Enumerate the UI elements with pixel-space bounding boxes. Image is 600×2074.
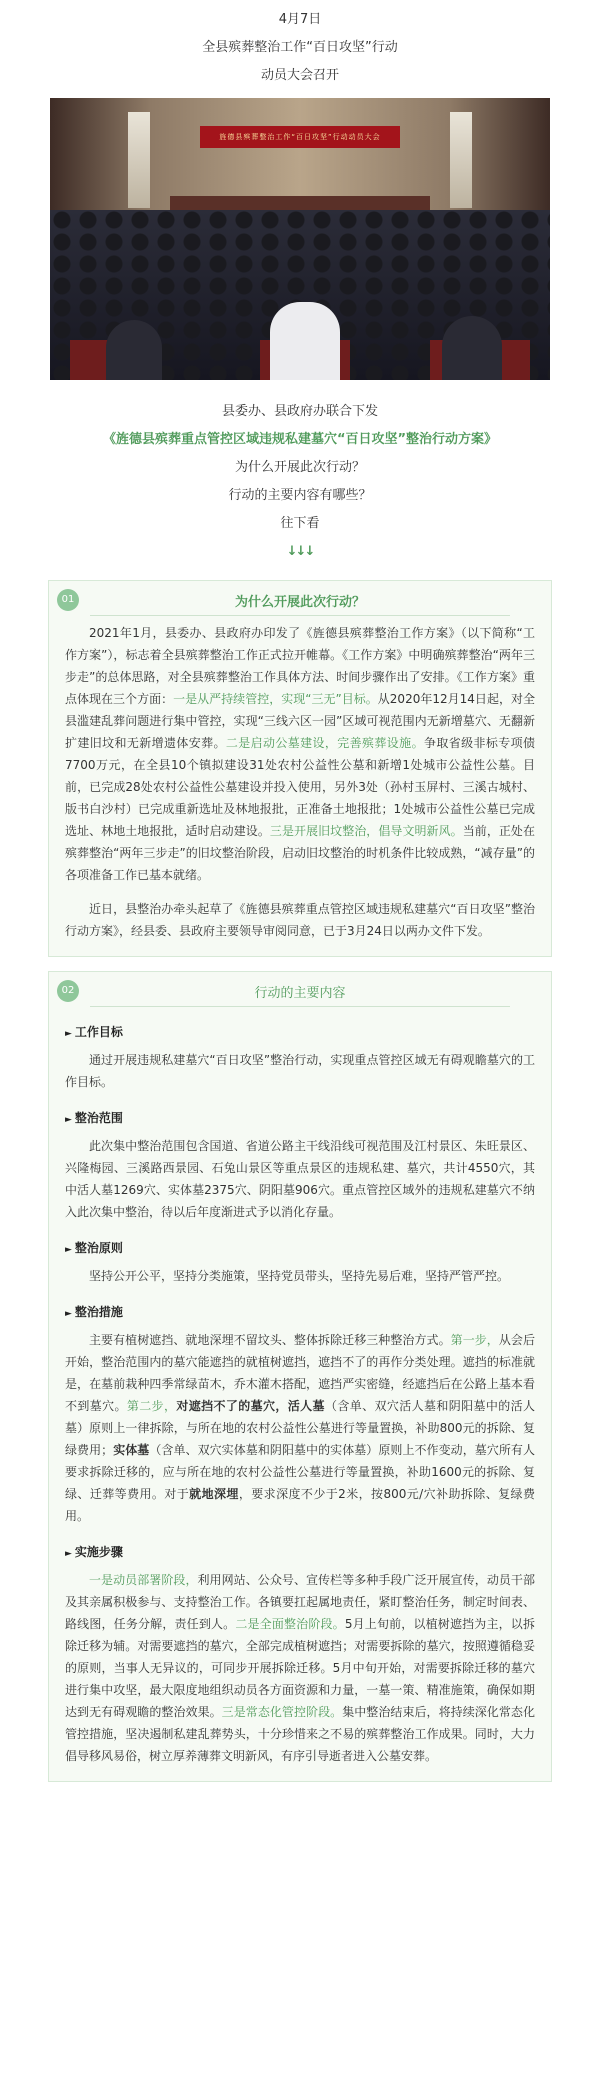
section-why [48,580,552,957]
highlight-span: 二是启动公墓建设，完善殡葬设施。 [225,736,424,750]
text-span: 5月上旬前，以植树遮挡为主，以拆除迁移为辅。对需要遮挡的墓穴，全部完成植树遮挡；对需要拆除的墓穴，按照遵循稳妥的原则，当事人无异议的，可同步开展拆除迁移。5月中旬开始，对需要拆除迁移的墓穴进行集中攻坚，最大限度地组织动员各方面资源和力量，一墓一策、精准施策，确保如期达到无有碍观瞻的整治效果。 [65,1617,535,1719]
highlight-span: 一是从严持续管控，实现“三无”目标。 [173,692,378,706]
intro-event: 全县殡葬整治工作“百日攻坚”行动 [202,40,398,55]
text-span: 集中整治结束后，将持续深化常态化管控措施，坚决遏制私建乱葬势头，十分珍惜来之不易的殡葬整治工作成果。同时，大力倡导移风易俗，树立厚养薄葬文明新风，有序引导逝者进入公墓安葬。 [65,1705,535,1763]
text-span: 主要有植树遮挡、就地深埋不留坟头、整体拆除迁移三种整治方式。 [89,1333,451,1347]
section-why-paragraph-2: 近日，县整治办牵头起草了《旌德县殡葬重点管控区域违规私建墓穴“百日攻坚”整治行动方案》，经县委、县政府主要领导审阅同意，已于3月24日以两办文件下发。 [65,902,535,938]
principle-text: 坚持公开公平，坚持分类施策，坚持党员带头，坚持先易后难，坚持严管严控。 [89,1269,510,1283]
text-span: 争取省级非标专项债7700万元，在全县10个镇拟建设31处农村公益性公墓和新增1处城市公益性公墓。目前，已完成28处农村公益性公墓建设并投入使用，另外3处（孙村玉屏村、三溪古城村、版书白沙村）已完成重新选址及林地报批，正准备土地报批；1处城市公益性公墓已完成选址、林地土地报批，适时启动建设。 [65,736,535,838]
highlight-span: 第一步， [450,1333,499,1347]
lead-block [0,398,600,566]
text-span: （含单、双穴活人墓和阴阳墓中的活人墓）原则上一律拆除，与所在地的农村公益性公墓进行等量置换，补助800元的拆除、复绿费用； [65,1399,535,1457]
subheading-measures [65,1301,535,1325]
triangle-bullet-icon: ► [65,1245,72,1255]
text-span: ，要求深度不少于2米，按800元/穴补助拆除、复绿费用。 [65,1487,535,1523]
subheading-text: 整治措施 [74,1305,123,1319]
text-span: 当前，正处在殡葬整治“两年三步走”的旧坟整治阶段，启动旧坟整治的时机条件比较成熟，“减存量”的各项准备工作已基本就绪。 [65,824,535,882]
subheading-scope [65,1107,535,1131]
lead-read-on: 往下看 [280,516,320,531]
triangle-bullet-icon: ► [65,1115,72,1125]
highlight-span: 一是动员部署阶段， [89,1573,198,1587]
section-number-badge: 01 [57,589,79,611]
text-span: 从会后开始，整治范围内的墓穴能遮挡的就植树遮挡，遮挡不了的再作分类处理。遮挡的标准就是，在墓前栽种四季常绿苗木，乔木灌木搭配，遮挡严实密缝，经遮挡后在公路上基本看不到墓穴。 [65,1333,535,1413]
bold-span: 实体墓 [113,1443,150,1457]
lead-question-2: 行动的主要内容有哪些？ [228,488,372,503]
triangle-bullet-icon: ► [65,1309,72,1319]
highlight-span: 三是开展旧坟整治，倡导文明新风。 [269,824,463,838]
highlight-span: 第二步， [126,1399,177,1413]
subheading-steps [65,1541,535,1565]
text-span: 2021年1月，县委办、县政府办印发了《旌德县殡葬整治工作方案》（以下简称“工作方案”），标志着全县殡葬整治工作正式拉开帷幕。《工作方案》中明确殡葬整治“两年三步走”的总体思路，对全县殡葬整治工作具体方法、时间步骤作出了安排。《工作方案》重点体现在三个方面： [65,626,535,706]
photo-window-right [450,112,472,208]
photo-banner: 旌德县殡葬整治工作“百日攻坚”行动动员大会 [200,126,400,148]
section-number-badge: 02 [57,980,79,1002]
subheading-principle [65,1237,535,1261]
section-why-paragraph-1 [59,622,541,886]
bold-span: 就地深埋 [189,1487,239,1501]
bold-span: 对遮挡不了的墓穴，活人墓 [176,1399,325,1413]
subheading-text: 整治范围 [74,1111,123,1125]
intro-date: 4月7日 [278,12,322,27]
lead-doc-title: 《旌德县殡葬重点管控区域违规私建墓穴“百日攻坚”整治行动方案》 [102,432,498,447]
down-arrows-icon: ↓↓↓ [286,544,314,559]
text-span: 利用网站、公众号、宣传栏等多种手段广泛开展宣传，动员干部及其亲属积极参与、支持整治工作。各镇要扛起属地责任，紧盯整治任务，制定时间表、路线图，任务分解，责任到人。 [65,1573,535,1631]
section-why-title: 为什么开展此次行动？ [90,591,510,616]
triangle-bullet-icon: ► [65,1549,72,1559]
photo-person [106,320,162,380]
photo-person [270,302,340,380]
intro-block [0,0,600,90]
section-content-title: 行动的主要内容 [90,982,510,1007]
subheading-text: 整治原则 [74,1241,123,1255]
subheading-text: 实施步骤 [74,1545,123,1559]
intro-event-sub: 动员大会召开 [260,68,339,83]
subheading-goal [65,1021,535,1045]
photo-person [442,316,502,380]
section-content [48,971,552,1782]
scope-text: 此次集中整治范围包含国道、省道公路主干线沿线可视范围及江村景区、朱旺景区、兴隆梅园、三溪路西景园、石兔山景区等重点景区的违规私建、墓穴，共计4550穴，其中活人墓1269穴、实体墓2375穴、阴阳墓906穴。重点管控区域外的违规私建墓穴不纳入此次集中整治，待以后年度渐进式予以消化存量。 [65,1139,535,1219]
meeting-photo [50,98,550,380]
lead-issuer: 县委办、县政府办联合下发 [221,404,378,419]
text-span: 从2020年12月14日起，对全县滥建乱葬问题进行集中管控，实现“三线六区一园”区域可视范围内无新增墓穴、无翻新扩建旧坟和无新增遗体安葬。 [65,692,535,750]
goal-text: 通过开展违规私建墓穴“百日攻坚”整治行动，实现重点管控区域无有碍观瞻墓穴的工作目标。 [65,1053,535,1089]
triangle-bullet-icon: ► [65,1029,72,1039]
measures-text [59,1329,541,1527]
text-span: （含单、双穴实体墓和阴阳墓中的实体墓）原则上不作变动，墓穴所有人要求拆除迁移的，应与所在地的农村公益性公墓进行等量置换，补助1600元的拆除、复绿、迁葬等费用。对于 [65,1443,535,1501]
highlight-span: 三是常态化管控阶段。 [221,1705,343,1719]
subheading-text: 工作目标 [74,1025,123,1039]
highlight-span: 二是全面整治阶段。 [235,1617,345,1631]
lead-question-1: 为什么开展此次行动？ [234,460,365,475]
photo-window-left [128,112,150,208]
steps-text [59,1569,541,1767]
